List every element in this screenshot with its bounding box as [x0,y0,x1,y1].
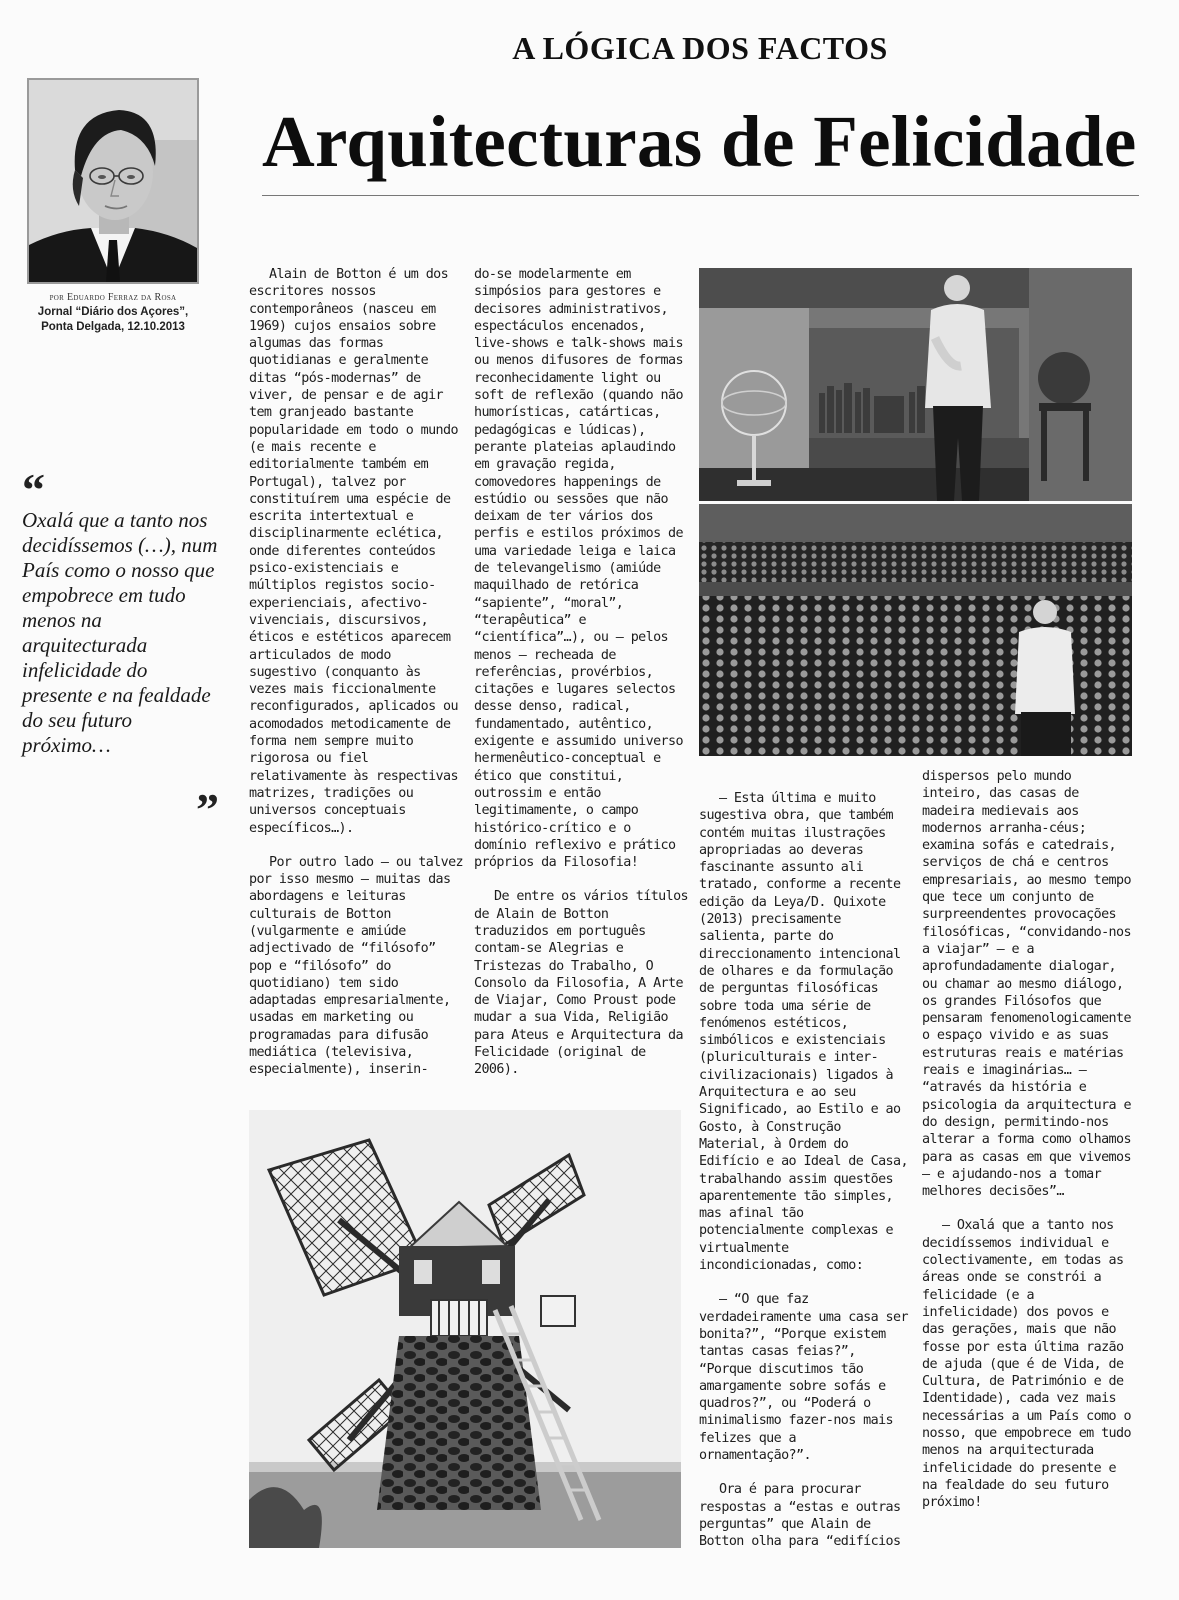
source-line-1: Jornal “Diário dos Açores”, [37,306,189,318]
lecture-stage-drawing [699,268,1132,501]
body-column-1 [249,266,463,1079]
source-line-2: Ponta Delgada, 12.10.2013 [41,321,185,333]
paragraph: – Oxalá que a tanto nos decidíssemos individual e colectivamente, em todas as áreas onde se constrói a felicidade (e a infelicidade) dos povos e das gerações, mais que não fosse por esta última razão de ajuda (que é de Vida, de Cultura, de Património e de Identidade), cada vez mais necessárias a um País como o nosso, que empobrece em tudo menos na arquitecturada infelicidade do presente e na fealdade do seu futuro próximo! [922,1218,1131,1511]
headline-rule [262,195,1139,196]
paragraph: – Esta última e muito sugestiva obra, que também contém muitas ilustrações apropriadas ao deveras fascinante assunto ali tratado, conforme a recente edição da Leya/D. Quixote (2013) precisamente salienta, parte do direccionamento intencional de olhares e da formulação de perguntas filosóficas sobre toda uma série de fenómenos estéticos, simbólicos e existenciais (pluriculturais e inter-civilizacionais) ligados à Arquitectura e ao seu Significado, ao Estilo e ao Gosto, à Construção Material, à Ordem do Edifício e ao Ideal de Casa, trabalhando assim questões aparentemente tão simples, mas afinal tão potencialmente complexas e virtualmente incondicionadas, como: [699,791,908,1274]
pullquote-close-mark: ” [196,784,219,835]
paragraph: Por outro lado – ou talvez por isso mesmo – muitas das abordagens e leituras culturais de Botton (vulgarmente e amiúde adjectivado de “filósofo” pop e “filósofo” do quotidiano) tem sido adaptadas empresarialmente, usadas em marketing ou programadas para difusão mediática (televisiva, especialmente), inserin- [249,854,464,1078]
source-note [18,305,208,335]
author-portrait [27,78,199,284]
pullquote-text: Oxalá que a tanto nos decidíssemos (…), num País como o nosso que empobrece em tudo menos na arquitecturada infelicidade do presente e na fealdade do seu futuro próximo… [22,508,218,757]
byline-prefix: por [49,292,65,303]
body-column-4 [922,768,1138,1511]
paragraph: Alain de Botton é um dos escritores nossos contemporâneos (nasceu em 1969) cujos ensaios sobre algumas das formas quotidianas e geralmente ditas “pós-modernas” de viver, de pensar e de agir tem granjeado bastante popularidade em todo o mundo (e mais recente e editorialmente também em Portugal), talvez por constituírem uma espécie de escrita intertextual e disciplinarmente eclética, onde diferentes conteúdos psico-existenciais e múltiplos registos socio-experienciais, afectivo-vivenciais, discursivos, éticos e estéticos aparecem articulados de modo sugestivo (conquanto às vezes mais ficcionalmente reconfigurados, aplicados ou acomodados metodicamente de forma nem sempre muito rigorosa ou fiel relativamente às respectivas matrizes, tradições ou universos conceptuais específicos…). [249,267,458,836]
body-column-3 [699,790,913,1550]
paragraph: De entre os vários títulos de Alain de Botton traduzidos em português contam-se Alegrias e Tristezas do Trabalho, O Consolo da Filosofia, A Arte de Viajar, Como Proust pode mudar a sua Vida, Religião para Ateus e Arquitectura da Felicidade (original de 2006). [474,889,689,1078]
windmill-drawing [249,1110,681,1548]
audience-drawing [699,504,1132,756]
paragraph: – “O que faz verdadeiramente uma casa ser bonita?”, “Porque existem tantas casas feias?”, “Porque discutimos tão amargamente sobre sofás e quadros?”, ou “Poderá o minimalismo fazer-nos mais felizes que a ornamentação?”. [699,1292,908,1463]
paragraph: do-se modelarmente em simpósios para gestores e decisores administrativos, espectáculos encenados, live-shows e talk-shows mais ou menos difusores de formas reconhecidamente light ou soft de reflexão (quando não humorísticas, catárticas, pedagógicas e lúdicas), perante plateias aplaudindo em gravação regida, comovedores happenings de estúdio ou sessões que não deixam de ter vários dos perfis e estilos próximos de uma variedade leiga e laica de televangelismo (amiúde maquilhado de retórica “sapiente”, “moral”, “terapêutica” e “científica”…), ou – pelos menos – recheada de referências, provérbios, citações e lugares selectos desse denso, radical, fundamentado, autêntico, exigente e assumido universo hermenêutico-conceptual e ético que constitui, outrossim e então legitimamente, o campo histórico-crítico e o domínio reflexivo e prático próprios da Filosofia! [474,267,683,871]
byline-author: Eduardo Ferraz da Rosa [66,292,177,303]
paragraph: dispersos pelo mundo inteiro, das casas de madeira medievais aos modernos arranha-céus; examina sofás e catedrais, serviços de chá e centros empresariais, ao mesmo tempo que tece um conjunto de surpreendentes provocações filosóficas, “convidando-nos a viajar” – e a aprofundadamente dialogar, ou chamar ao mesmo diálogo, os grandes Filósofos que pensaram fenomenologicamente o espaço vivido e as suas estruturas reais e matérias reais e imaginárias… – “através da história e psicologia da arquitectura e do design, permitindo-nos alterar a forma como olhamos para as casas em que vivemos – e ajudando-nos a tomar melhores decisões”… [922,769,1131,1200]
paragraph: Ora é para procurar respostas a “estas e outras perguntas” que Alain de Botton olha para “edifícios [699,1482,901,1550]
audience-photo [699,504,1132,756]
body-column-2 [474,266,688,1079]
windmill-photo [249,1110,681,1548]
article-headline: Arquitecturas de Felicidade [262,101,1137,182]
section-kicker: A LÓGICA DOS FACTOS [512,30,888,66]
author-portrait-drawing [29,80,197,282]
byline [18,292,208,303]
pullquote-open-mark: “ [22,464,45,515]
lecture-stage-photo [699,268,1132,501]
